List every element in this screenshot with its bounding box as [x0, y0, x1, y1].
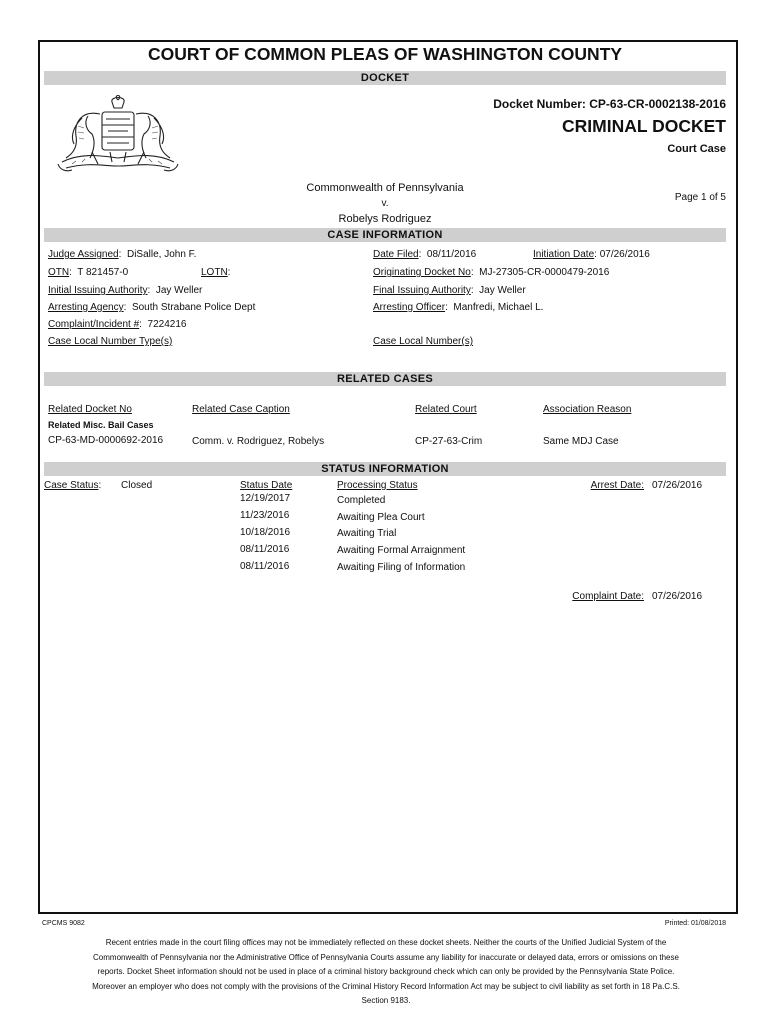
status-information-bar: STATUS INFORMATION: [44, 462, 726, 476]
arrest-date-label: Arrest Date:: [590, 480, 644, 491]
initial-authority-label: Initial Issuing Authority: [48, 285, 148, 296]
complaint-incident: Complaint/Incident #: 7224216: [48, 319, 187, 330]
otn-value: T 821457-0: [77, 267, 129, 278]
arresting-officer-value: Manfredi, Michael L.: [453, 302, 544, 313]
arresting-officer: Arresting Officer: Manfredi, Michael L.: [373, 302, 544, 313]
complaint-label: Complaint/Incident #: [48, 319, 140, 330]
page-indicator: Page 1 of 5: [674, 192, 726, 203]
date-filed: Date Filed: 08/11/2016: [373, 249, 477, 260]
otn: OTN: T 821457-0: [48, 267, 129, 278]
originating-docket: Originating Docket No: MJ-27305-CR-0000479-2016: [373, 267, 610, 278]
related-case-caption: Comm. v. Rodriguez, Robelys: [192, 436, 325, 447]
court-title: COURT OF COMMON PLEAS OF WASHINGTON COUNTY: [147, 44, 623, 64]
case-status: Case Status:: [44, 480, 102, 491]
status-date-row: 08/11/2016: [240, 561, 290, 572]
final-issuing-authority: Final Issuing Authority: Jay Weller: [373, 285, 526, 296]
related-court: CP-27-63-Crim: [415, 436, 483, 447]
disclaimer-note: Recent entries made in the court filing offices may not be immediately reflected on these docket sheets. Neither the courts of the Unified Judicial System of the Commonwealth of Pennsylvania nor the Administrative Office of Pennsylvania Courts assume any liability for inaccurate or delayed data, errors or omissions on these reports. Docket Sheet information should not be used in place of a criminal history background check which can only be provided by the Pennsylvania State Police. Moreover an employer who does not comply with the provisions of the Criminal History Record Information Act may be subject to civil liability as set forth in 18 Pa.C.S. Section 9183.: [92, 938, 680, 1005]
defendant-caption: Robelys Rodriguez: [338, 213, 432, 225]
processing-status-row: Awaiting Formal Arraignment: [337, 545, 466, 556]
association-reason-header: Association Reason: [543, 404, 632, 415]
case-local-number: Case Local Number(s): [373, 336, 474, 347]
related-court-header: Related Court: [415, 404, 477, 415]
related-caption-header: Related Case Caption: [192, 404, 290, 415]
related-cases-bar: RELATED CASES: [44, 372, 726, 386]
association-reason: Same MDJ Case: [543, 436, 619, 447]
versus-caption: v.: [381, 198, 389, 209]
complaint-date-value: 07/26/2016: [652, 591, 703, 602]
arresting-agency-value: South Strabane Police Dept: [131, 302, 256, 313]
status-date-row: 11/23/2016: [240, 510, 290, 521]
related-docket-header: Related Docket No: [48, 404, 132, 415]
processing-status-row: Awaiting Plea Court: [337, 512, 425, 523]
initiation-date: Initiation Date: 07/26/2016: [533, 249, 650, 260]
initiation-label: Initiation Date: [533, 249, 595, 260]
processing-status-row: Awaiting Filing of Information: [337, 562, 466, 573]
final-authority-value: Jay Weller: [479, 285, 526, 296]
orig-docket-label: Originating Docket No: [373, 267, 471, 278]
related-group-label: Related Misc. Bail Cases: [48, 420, 154, 430]
final-authority-label: Final Issuing Authority: [373, 285, 471, 296]
initial-issuing-authority: Initial Issuing Authority: Jay Weller: [48, 285, 203, 296]
case-local-number-type: Case Local Number Type(s): [48, 336, 173, 347]
arresting-agency-label: Arresting Agency: [48, 302, 124, 313]
initiation-value: 07/26/2016: [599, 249, 650, 260]
judge-assigned: Judge Assigned: DiSalle, John F.: [48, 249, 197, 260]
status-date-row: 12/19/2017: [240, 493, 291, 504]
processing-status-row: Awaiting Trial: [337, 528, 397, 539]
processing-status-row: Completed: [337, 495, 386, 506]
arresting-agency: Arresting Agency: South Strabane Police Dept: [48, 302, 256, 313]
form-id: CPCMS 9082: [42, 920, 85, 927]
docket-number: Docket Number: CP-63-CR-0002138-2016: [493, 97, 726, 111]
lotn: LOTN:: [201, 267, 231, 278]
pennsylvania-seal-icon: [52, 92, 184, 178]
orig-docket-value: MJ-27305-CR-0000479-2016: [479, 267, 610, 278]
complaint-value: 7224216: [147, 319, 187, 330]
arresting-officer-label: Arresting Officer: [373, 302, 446, 313]
case-status-value: Closed: [121, 480, 153, 491]
processing-status-header: Processing Status: [337, 480, 418, 491]
judge-value: DiSalle, John F.: [126, 249, 197, 260]
related-docket-no: CP-63-MD-0000692-2016: [48, 435, 164, 446]
printed-date: Printed: 01/08/2018: [664, 920, 726, 927]
date-filed-value: 08/11/2016: [426, 249, 477, 260]
case-information-bar: CASE INFORMATION: [44, 228, 726, 242]
case-status-label: Case Status: [44, 480, 99, 491]
lotn-label: LOTN: [201, 267, 228, 278]
complaint-date-label: Complaint Date:: [572, 591, 644, 602]
arrest-date-value: 07/26/2016: [652, 480, 703, 491]
plaintiff-caption: Commonwealth of Pennsylvania: [306, 182, 464, 194]
date-filed-label: Date Filed: [373, 249, 419, 260]
status-date-row: 08/11/2016: [240, 544, 290, 555]
court-case: Court Case: [667, 143, 726, 155]
status-date-header: Status Date: [240, 480, 293, 491]
initial-authority-value: Jay Weller: [155, 285, 203, 296]
judge-label: Judge Assigned: [48, 249, 119, 260]
docket-bar: DOCKET: [44, 71, 726, 85]
otn-label: OTN: [48, 267, 70, 278]
status-date-row: 10/18/2016: [240, 527, 291, 538]
docket-type: CRIMINAL DOCKET: [562, 116, 726, 136]
